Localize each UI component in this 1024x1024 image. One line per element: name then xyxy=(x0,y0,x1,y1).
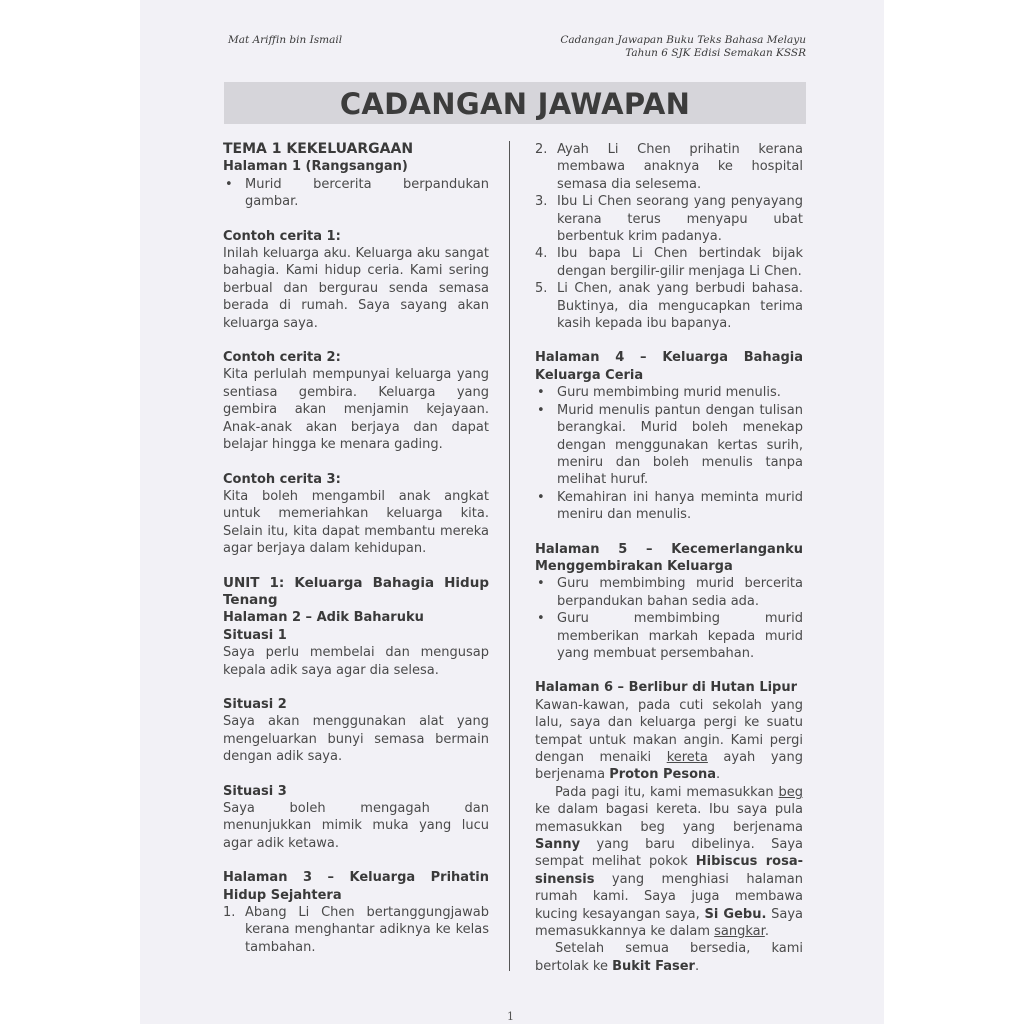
page6-paragraph-2 xyxy=(535,784,803,941)
page4-bullet-3: • Kemahiran ini hanya meminta murid meniru dan menulis. xyxy=(535,489,803,524)
page5-bullet-1: • Guru membimbing murid bercerita berpandukan bahan sedia ada. xyxy=(535,575,803,610)
story1-heading: Contoh cerita 1: xyxy=(223,228,341,244)
situation3-text: Saya boleh mengagah dan menunjukkan mimik muka yang lucu agar adik ketawa. xyxy=(223,801,489,851)
story1-text: Inilah keluarga aku. Keluarga aku sangat bahagia. Kami hidup ceria. Kami sering berbual dan bergurau senda semasa berada di rumah. Saya sayang akan keluarga saya. xyxy=(223,246,489,331)
story2-text: Kita perlulah mempunyai keluarga yang sentiasa gembira. Keluarga yang gembira akan menjamin kejayaan. Anak-anak akan berjaya dan dapat belajar hingga ke menara gading. xyxy=(223,367,489,453)
page5-bullet-2: • Guru membimbing murid memberikan markah kepada murid yang membuat persembahan. xyxy=(535,610,803,662)
header-book-title xyxy=(560,34,806,60)
page2-heading: Halaman 2 – Adik Baharuku xyxy=(223,610,424,626)
word-kereta: kereta xyxy=(666,750,708,765)
header-book-line1: Cadangan Jawapan Buku Teks Bahasa Melayu xyxy=(560,34,806,46)
page3-item-3 xyxy=(535,193,803,245)
text-run: Pada pagi itu, kami memasukkan xyxy=(555,784,779,800)
text-run: Kawan-kawan, pada cuti sekolah yang lalu, saya dan keluarga pergi ke suatu tempat untuk makan angin. Kami pergi dengan menaiki xyxy=(535,697,803,765)
situation2-text: Saya akan menggunakan alat yang mengeluarkan bunyi semasa bermain dengan adik saya. xyxy=(223,714,489,765)
situation2-heading: Situasi 2 xyxy=(223,696,287,712)
story2-heading: Contoh cerita 2: xyxy=(223,350,341,366)
text-run: Saya memasukkannya ke dalam xyxy=(535,906,803,940)
item-number: 4. xyxy=(535,246,548,262)
page6-paragraph-3 xyxy=(535,940,803,975)
item-number: 5. xyxy=(535,281,548,297)
page6-paragraph-1 xyxy=(535,697,803,784)
word-sangkar: sangkar xyxy=(714,924,765,940)
right-column xyxy=(535,141,803,975)
left-column xyxy=(223,141,489,956)
page5-heading: Halaman 5 – Kecemerlanganku Menggembirakan Keluarga xyxy=(535,541,803,574)
header-author: Mat Ariffin bin Ismail xyxy=(228,34,343,46)
page4-bullet-1: • Guru membimbing murid menulis. xyxy=(535,384,803,401)
page1-bullet: • Murid bercerita berpandukan gambar. xyxy=(223,176,489,211)
story3-heading: Contoh cerita 3: xyxy=(223,471,341,487)
item-text: Ayah Li Chen prihatin kerana membawa anaknya ke hospital semasa dia selesema. xyxy=(557,142,803,192)
item-number: 1. xyxy=(223,905,236,921)
text-run: ke dalam bagasi kereta. Ibu saya pula memasukkan beg yang berjenama xyxy=(535,802,803,835)
document-page xyxy=(140,0,884,1024)
page3-heading: Halaman 3 – Keluarga Prihatin Hidup Sejahtera xyxy=(223,870,489,903)
text-run: Setelah semua bersedia, kami bertolak ke xyxy=(535,941,803,974)
item-number: 3. xyxy=(535,194,548,210)
word-hibiscus: Hibiscus rosa-sinensis xyxy=(535,854,804,887)
page3-item-5 xyxy=(535,280,803,332)
word-proton-pesona: Proton Pesona xyxy=(609,767,717,783)
unit1-heading: UNIT 1: Keluarga Bahagia Hidup Tenang xyxy=(223,574,489,608)
situation1-text: Saya perlu membelai dan mengusap kepala adik saya agar dia selesa. xyxy=(223,645,489,678)
word-beg: beg xyxy=(778,784,803,800)
item-text: Abang Li Chen bertanggungjawab kerana menghantar adiknya ke kelas tambahan. xyxy=(245,905,489,955)
item-text: Ibu bapa Li Chen bertindak bijak dengan bergilir-gilir menjaga Li Chen. xyxy=(557,246,803,279)
scan-margin-right xyxy=(884,0,1024,1024)
page3-item-4 xyxy=(535,245,803,280)
item-text: Ibu Li Chen seorang yang penyayang kerana terus menyapu ubat berbentuk krim padanya. xyxy=(557,194,803,245)
page-number: 1 xyxy=(507,1010,514,1023)
text-run: yang baru dibelinya. Saya sempat melihat pokok xyxy=(535,837,803,870)
word-bukit-faser: Bukit Faser xyxy=(612,958,695,974)
text-run: . xyxy=(764,924,769,940)
page3-item-2 xyxy=(535,141,803,193)
item-number: 2. xyxy=(535,142,548,157)
header-book-line2: Tahun 6 SJK Edisi Semakan KSSR xyxy=(625,47,806,59)
text-run: ayah yang berjenama xyxy=(535,750,803,783)
page6-heading: Halaman 6 – Berlibur di Hutan Lipur xyxy=(535,680,798,696)
theme-heading: TEMA 1 KEKELUARGAAN xyxy=(223,141,414,157)
page-title: CADANGAN JAWAPAN xyxy=(339,87,691,121)
page3-item-1 xyxy=(223,904,489,956)
story3-text: Kita boleh mengambil anak angkat untuk memeriahkan keluarga kita. Selain itu, kita dapat membantu mereka agar berjaya dalam kehidupan. xyxy=(223,488,489,557)
situation1-heading: Situasi 1 xyxy=(223,627,287,643)
text-run: . xyxy=(694,958,700,974)
item-text: Li Chen, anak yang berbudi bahasa. Buktinya, dia mengucapkan terima kasih kepada ibu bapanya. xyxy=(557,281,803,332)
scan-margin-left xyxy=(0,0,140,1024)
page4-bullet-2: • Murid menulis pantun dengan tulisan berangkai. Murid boleh menekap dengan menggunakan kertas surih, meniru dan boleh menulis tanpa melihat huruf. xyxy=(535,402,803,489)
page1-heading: Halaman 1 (Rangsangan) xyxy=(223,159,408,175)
text-run: yang menghiasi halaman rumah kami. Saya juga membawa kucing kesayangan saya, xyxy=(535,871,803,922)
word-si-gebu: Si Gebu. xyxy=(704,906,767,922)
text-run: . xyxy=(716,767,721,783)
page4-heading: Halaman 4 – Keluarga Bahagia Keluarga Ceria xyxy=(535,350,803,383)
column-divider xyxy=(509,141,510,971)
situation3-heading: Situasi 3 xyxy=(223,783,287,799)
word-sanny: Sanny xyxy=(535,837,581,853)
